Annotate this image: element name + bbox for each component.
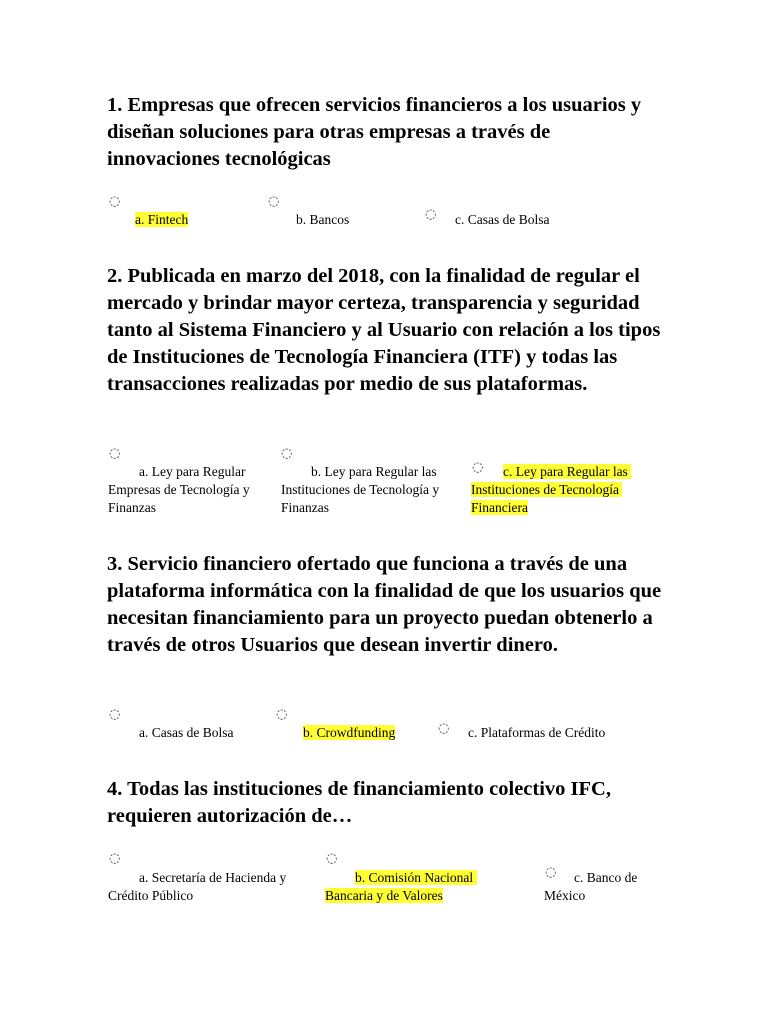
radio-circle-icon[interactable]: ◌ bbox=[268, 194, 280, 209]
question-1-option-c[interactable]: c. Casas de Bolsa bbox=[455, 212, 550, 227]
question-3-option-a[interactable]: a. Casas de Bolsa bbox=[139, 725, 234, 740]
question-4-text: 4. Todas las instituciones de financiamiento colectivo IFC, requieren autorización de… bbox=[107, 778, 611, 827]
radio-circle-icon[interactable]: ◌ bbox=[109, 851, 121, 866]
question-4-option-a[interactable]: a. Secretaría de Hacienda y Crédito Público bbox=[108, 870, 290, 903]
question-3-option-b[interactable]: b. Crowdfunding bbox=[303, 725, 396, 740]
radio-circle-icon[interactable]: ◌ bbox=[109, 707, 121, 722]
radio-circle-icon[interactable]: ◌ bbox=[276, 707, 288, 722]
question-1-option-a[interactable]: a. Fintech bbox=[135, 212, 189, 227]
radio-circle-icon[interactable]: ◌ bbox=[109, 446, 121, 461]
question-2-option-c[interactable]: c. Ley para Regular las Instituciones de Tecnología Financiera bbox=[471, 464, 632, 515]
radio-circle-icon[interactable]: ◌ bbox=[425, 207, 437, 222]
question-2-text: 2. Publicada en marzo del 2018, con la finalidad de regular el mercado y brindar mayor certeza, transparencia y seguridad tanto al Sistema Financiero y al Usuario con relación a los tipos de Instituciones de Tecnología Financiera (ITF) y todas las transacciones realizadas por medio de sus plataformas. bbox=[107, 265, 661, 395]
radio-circle-icon[interactable]: ◌ bbox=[109, 194, 121, 209]
question-3-option-c[interactable]: c. Plataformas de Crédito bbox=[468, 725, 606, 740]
radio-circle-icon[interactable]: ◌ bbox=[326, 851, 338, 866]
radio-circle-icon[interactable]: ◌ bbox=[438, 721, 450, 736]
question-2-option-a[interactable]: a. Ley para Regular Empresas de Tecnología y Finanzas bbox=[108, 464, 254, 515]
radio-circle-icon[interactable]: ◌ bbox=[545, 865, 557, 880]
radio-circle-icon[interactable]: ◌ bbox=[281, 446, 293, 461]
question-4-option-b[interactable]: b. Comisión Nacional Bancaria y de Valores bbox=[325, 870, 477, 903]
question-1-text: 1. Empresas que ofrecen servicios financieros a los usuarios y diseñan soluciones para otras empresas a través de innovaciones tecnológicas bbox=[107, 94, 642, 170]
question-4-option-c[interactable]: c. Banco de México bbox=[544, 870, 641, 903]
question-3-text: 3. Servicio financiero ofertado que funciona a través de una plataforma informática con la finalidad de que los usuarios que necesitan financiamiento para un proyecto puedan obtenerlo a través de otros Usuarios que desean invertir dinero. bbox=[107, 553, 662, 656]
radio-circle-icon[interactable]: ◌ bbox=[472, 460, 484, 475]
question-1-option-b[interactable]: b. Bancos bbox=[296, 212, 350, 227]
question-2-option-b[interactable]: b. Ley para Regular las Instituciones de Tecnología y Finanzas bbox=[281, 464, 443, 515]
